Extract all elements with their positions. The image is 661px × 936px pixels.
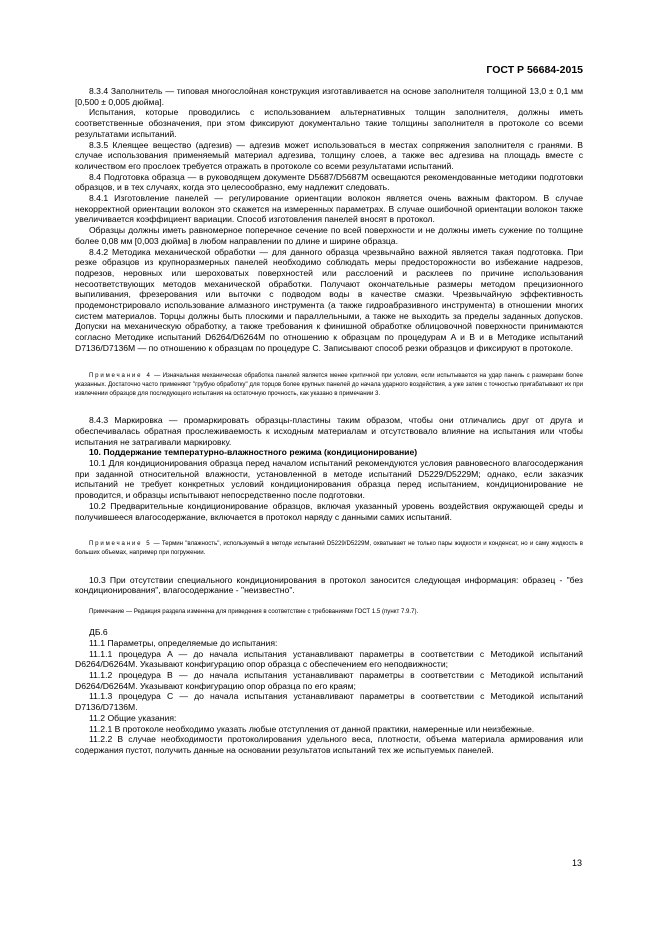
standard-designation: ГОСТ Р 56684-2015 bbox=[486, 64, 583, 76]
paragraph-11-2: 11.2 Общие указания: bbox=[89, 712, 177, 723]
paragraph-8-3-5: 8.3.5 Клеящее вещество (адгезив) — адгезив может использоваться в местах сопряжения заполнителя с гранями. В случае использования применяемый материал адгезива, толщину слоев, а также вес адгезива на площадь вместе с количеством его прослоек требуется отражать в протоколе со всеми результатами испытаний. bbox=[75, 139, 583, 171]
section-heading-10: 10. Поддержание температурно-влажностного режима (кондиционирование) bbox=[89, 447, 418, 458]
note-4-label: Примечание 4 bbox=[89, 371, 152, 379]
note-5 bbox=[75, 539, 583, 557]
paragraph-alternative-thickness: Испытания, которые проводились с использованием альтернативных толщин заполнителя, должны иметь соответственные обозначения, при этом фиксируют документально такие толщины заполнителя в протоколе со всеми результатами испытаний. bbox=[75, 107, 583, 139]
note-edition: Примечание — Редакция раздела изменена для приведения в соответствие с требованиями ГОСТ 1.5 (пункт 7.9.7). bbox=[89, 608, 419, 616]
spacer bbox=[75, 398, 583, 415]
page-content bbox=[75, 86, 583, 756]
page-number: 13 bbox=[572, 858, 583, 868]
paragraph-8-4-1: 8.4.1 Изготовление панелей — регулирование ориентации волокон является очень важным фактором. В случае некорректной ориентации волокон это скажется на измеренных параметрах. В случае ошибочной ориентации волокон также увеличивается коэффициент вариации. Способ изготовления панелей вносят в протокол. bbox=[75, 193, 583, 225]
paragraph-10-3: 10.3 При отсутствии специального кондиционирования в протокол заносится следующая информация: образец - "без кондиционирования", влагосодержание - "неизвестно". bbox=[75, 574, 583, 596]
paragraph-11-1-1: 11.1.1 процедура A — до начала испытания устанавливают параметры в соответствии с Методикой испытаний D6264/D6264M. Указывают конфигурацию опор образца с обеспечением его неподвижности; bbox=[75, 648, 583, 670]
paragraph-11-1: 11.1 Параметры, определяемые до испытания: bbox=[89, 637, 278, 648]
section-label-db6: ДБ.6 bbox=[89, 627, 108, 638]
note-5-label: Примечание 5 bbox=[89, 540, 152, 548]
paragraph-8-4: 8.4 Подготовка образца — в руководящем документе D5687/D5687M освещаются рекомендованные методики подготовки образцов, и в тех случаях, когда это целесообразно, ему надлежит следовать. bbox=[75, 171, 583, 193]
spacer bbox=[75, 596, 583, 607]
note-4-text: — Изначальная механическая обработка панелей является менее критичной при условии, если испытывается на удар панель с размерами более указанных. Достаточно часто применяют "грубую обработку" для торцов более крупных панелей до начала ударного воздействия, а уже затем с точностью пригабатывают их при извлечении образцов для последующего испытания на остаточную прочность, как указано в примечании 3. bbox=[75, 371, 583, 397]
spacer bbox=[75, 616, 583, 627]
paragraph-11-1-2: 11.1.2 процедура B — до начала испытания устанавливают параметры в соответствии с Методикой испытаний D6264/D6264M. Указывают конфигурацию опор образца по его краям; bbox=[75, 670, 583, 691]
paragraph-8-3-4: 8.3.4 Заполнитель — типовая многослойная конструкция изготавливается на основе заполнителя толщиной 13,0 ± 0,1 мм [0,500 ± 0,005 дюйма]. bbox=[75, 86, 583, 107]
paragraph-10-2: 10.2 Предварительные кондиционирование образцов, включая указанный уровень воздействия окружающей среды и получившееся влагосодержание, включается в протокол наряду с данными самих испытаний. bbox=[75, 500, 583, 522]
paragraph-8-4-2: 8.4.2 Методика механической обработки — для данного образца чрезвычайно важной является такая подготовка. При резке образцов из крупноразмерных панелей необходимо соблюдать меры предосторожности во избежание надрезов, подрезов, неровных или шероховатых поверхностей или расслоений и расклеев по причине использования несоответствующих методов механической обработки. Получают окончательные размеры методом прецизионного выпиливания, фрезерования или выточки с подводом воды в качестве смазки. Чрезвычайную эффективность продемонстрировало использование алмазного инструмента (а также гидроабразивного инструмента) в отношении многих систем материалов. Торцы должны быть плоскими и параллельными, а также не выходить за пределы заданных допусков. Допуски на механическую обработку, а также требования к финишной обработке облицовочной поверхности принимаются согласно Методике испытаний D6264/D6264M по отношению к образцам по процедурам A и B и в Методике испытаний D7136/D7136M — по отношению к образцам по процедуре C. Записывают способ резки образцов и фиксируют в протоколе. bbox=[75, 246, 583, 353]
paragraph-10-1: 10.1 Для кондиционирования образца перед началом испытаний рекомендуются условия равновесного влагосодержания при заданной относительной влажности, установленной в методе испытаний D5229/D5229M; однако, если заказчик испытаний не требует конкретных условий кондиционирования образца перед испытанием, кондиционирование не проводится, и образцы испытывают непосредственно после подготовки. bbox=[75, 458, 583, 501]
paragraph-11-2-2: 11.2.2 В случае необходимости протоколирования удельного веса, плотности, объема материала армирования или содержания пустот, получить данные на основании результатов испытаний тех же испытуемых панелей. bbox=[75, 734, 583, 755]
paragraph-11-2-1: 11.2.1 В протоколе необходимо указать любые отступления от данной практики, намеренные или неизбежные. bbox=[89, 723, 535, 734]
spacer bbox=[75, 522, 583, 539]
paragraph-11-1-3: 11.1.3 процедура C — до начала испытания устанавливают параметры в соответствии с Методикой испытаний D7136/D7136M. bbox=[75, 691, 583, 713]
note-5-text: — Термин "влажность", используемый в методе испытаний D5229/D5229M, охватывает не только пары жидкости и конденсат, но и саму жидкость в больших объемах, например при погружении. bbox=[75, 540, 584, 557]
paragraph-8-4-3: 8.4.3 Маркировка — промаркировать образцы-пластины таким образом, чтобы они отличались друг от друга и обеспечивалась обратная прослеживаемость к исходным материалам и отсутствовало влияние на испытания или чтобы испытания не затрагивали маркировку. bbox=[75, 415, 583, 447]
spacer bbox=[75, 354, 583, 371]
paragraph-specimen-section: Образцы должны иметь равномерное поперечное сечение по всей поверхности и не должны иметь сужение по толщине более 0,08 мм [0,003 дюйма] в любом направлении по длине и ширине образца. bbox=[75, 225, 583, 246]
note-4 bbox=[75, 371, 583, 399]
spacer bbox=[75, 558, 583, 575]
